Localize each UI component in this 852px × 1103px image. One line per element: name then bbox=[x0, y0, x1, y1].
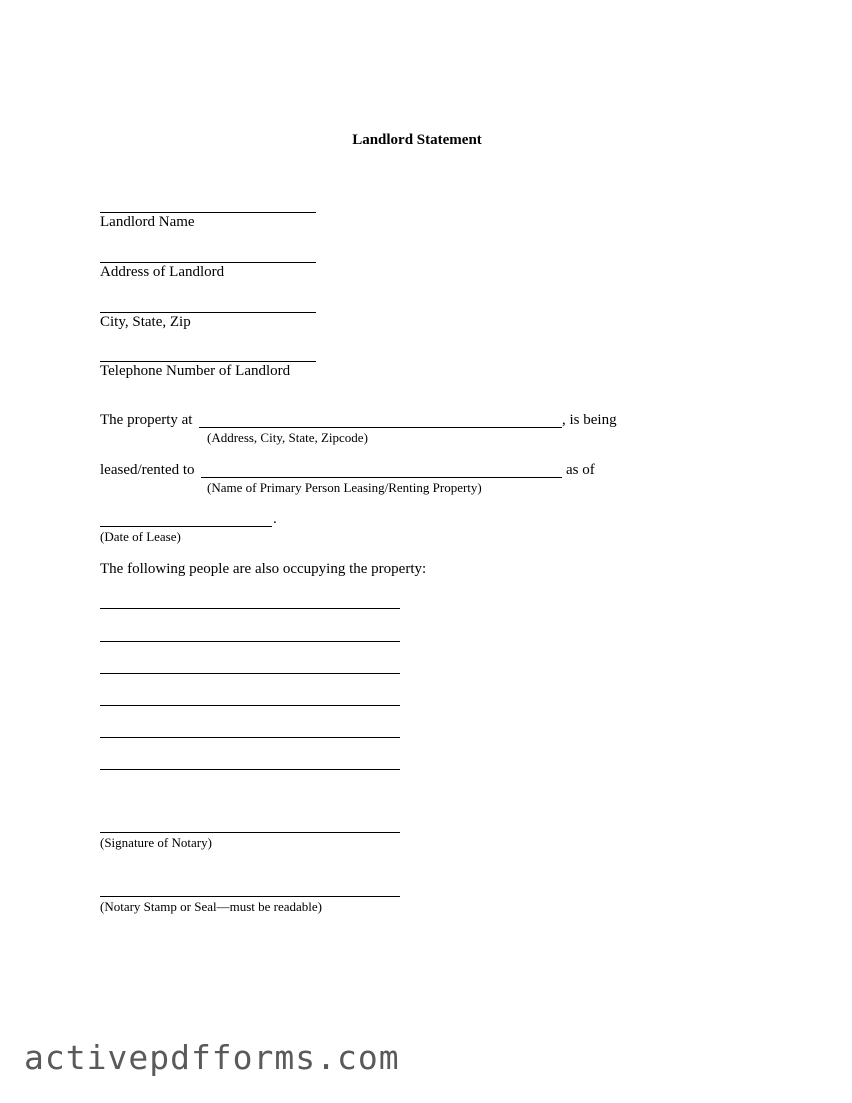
landlord-address-line[interactable] bbox=[100, 262, 316, 263]
notary-signature-caption: (Signature of Notary) bbox=[100, 835, 212, 850]
occupants-heading: The following people are also occupying the property: bbox=[100, 561, 427, 577]
landlord-city-label: City, State, Zip bbox=[100, 314, 191, 330]
occupant-line[interactable] bbox=[100, 641, 400, 642]
occupant-line[interactable] bbox=[100, 673, 400, 674]
landlord-city-line[interactable] bbox=[100, 312, 316, 313]
landlord-address-label: Address of Landlord bbox=[100, 264, 225, 280]
lease-suffix: as of bbox=[566, 462, 595, 478]
occupant-line[interactable] bbox=[100, 737, 400, 738]
notary-signature-line[interactable] bbox=[100, 832, 400, 833]
occupant-line[interactable] bbox=[100, 608, 400, 609]
property-address-line[interactable] bbox=[199, 427, 562, 428]
watermark-text: activepdfforms.com bbox=[24, 1038, 400, 1077]
notary-stamp-caption: (Notary Stamp or Seal—must be readable) bbox=[100, 899, 323, 914]
date-of-lease-punct: . bbox=[273, 511, 277, 527]
document-title: Landlord Statement bbox=[352, 132, 482, 148]
landlord-phone-line[interactable] bbox=[100, 361, 316, 362]
property-prefix: The property at bbox=[100, 412, 193, 428]
date-of-lease-caption: (Date of Lease) bbox=[100, 529, 181, 544]
landlord-phone-label: Telephone Number of Landlord bbox=[100, 363, 291, 379]
date-of-lease-line[interactable] bbox=[100, 526, 272, 527]
notary-stamp-line[interactable] bbox=[100, 896, 400, 897]
primary-tenant-line[interactable] bbox=[201, 477, 562, 478]
landlord-name-line[interactable] bbox=[100, 212, 316, 213]
lease-prefix: leased/rented to bbox=[100, 462, 195, 478]
occupant-line[interactable] bbox=[100, 705, 400, 706]
property-suffix: , is being bbox=[562, 412, 617, 428]
property-address-caption: (Address, City, State, Zipcode) bbox=[207, 430, 368, 445]
occupant-line[interactable] bbox=[100, 769, 400, 770]
landlord-name-label: Landlord Name bbox=[100, 214, 195, 230]
primary-tenant-caption: (Name of Primary Person Leasing/Renting Property) bbox=[207, 480, 482, 495]
